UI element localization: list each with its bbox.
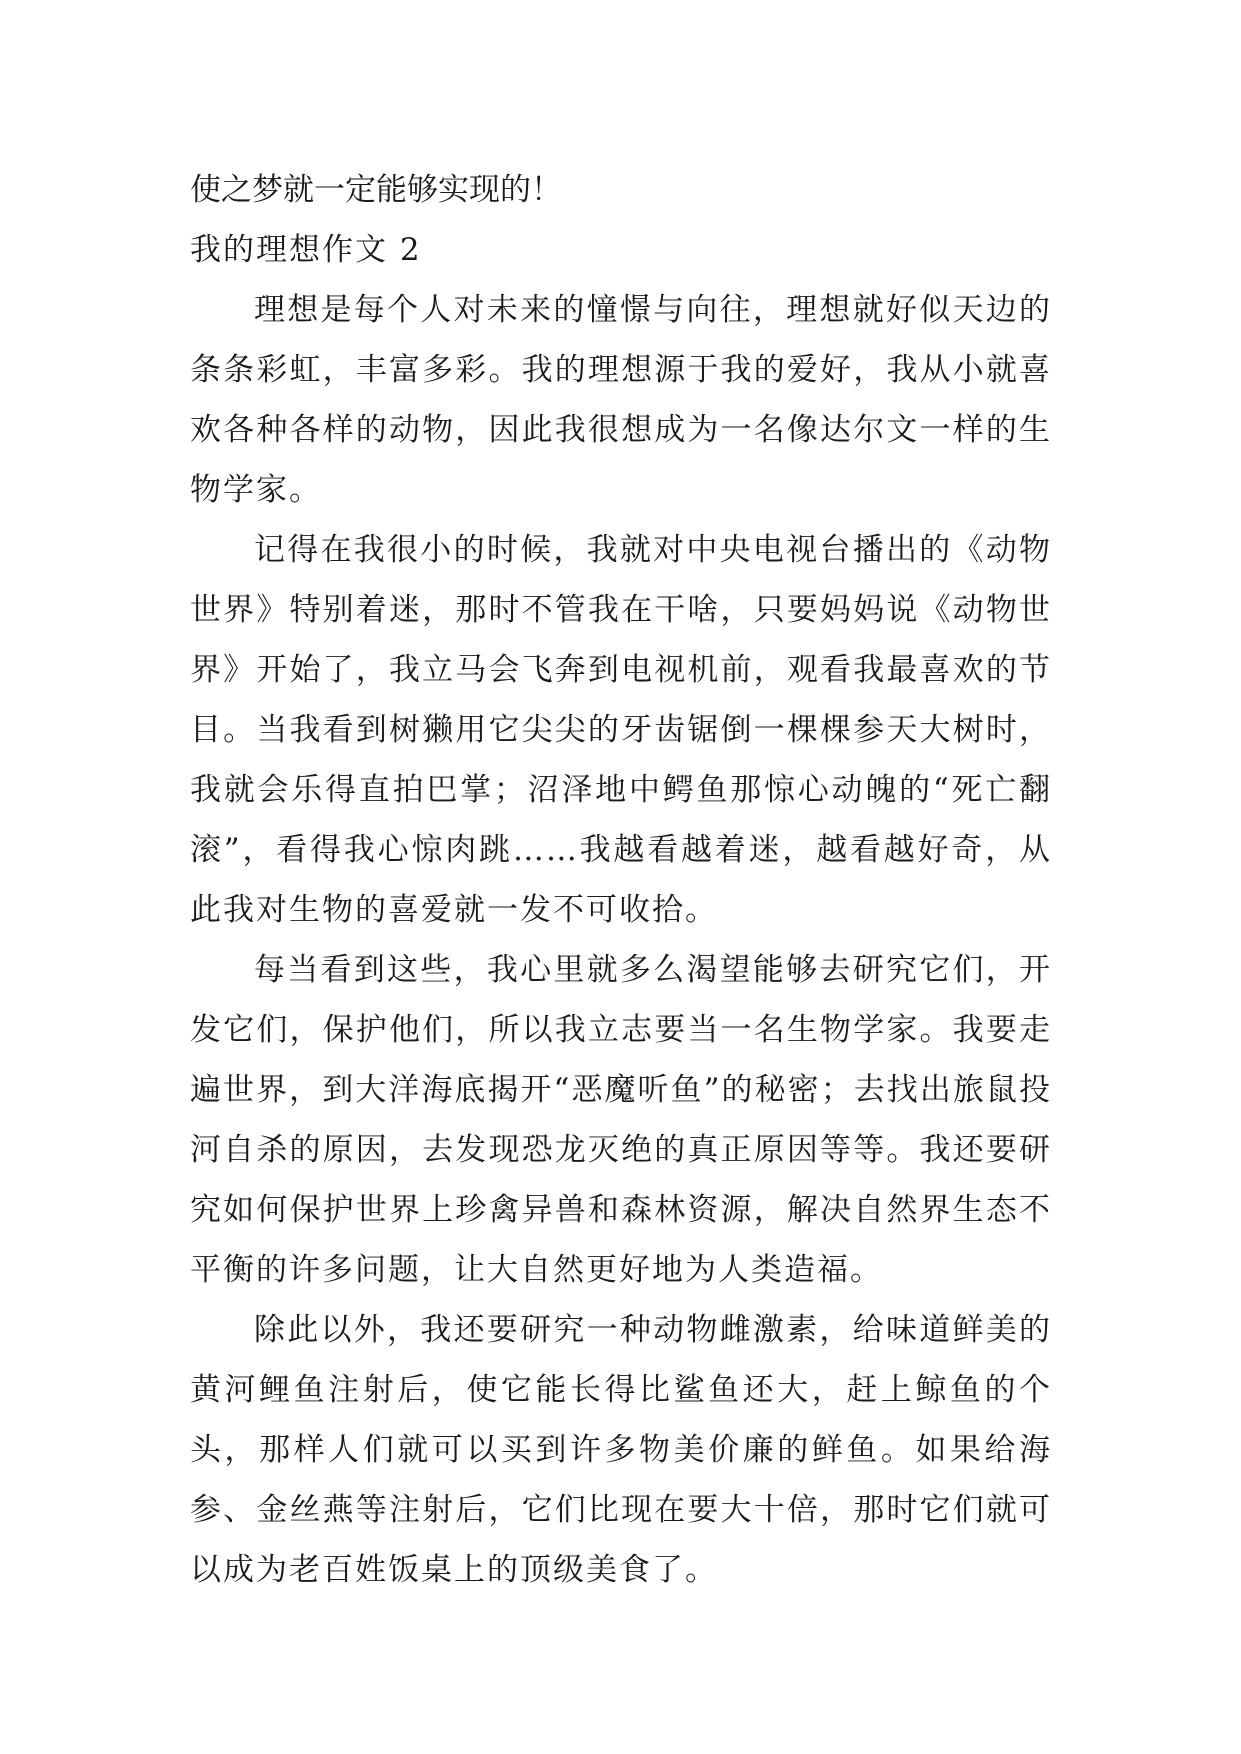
- continuation-line: 使之梦就一定能够实现的！: [190, 172, 562, 208]
- paragraph-3: 每当看到这些，我心里就多么渴望能够去研究它们，开发它们，保护他们，所以我立志要当一名生物学家。我要走遍世界，到大洋海底揭开“恶魔听鱼”的秘密；去找出旅鼠投河自杀的原因，去发现恐龙灭绝的真正原因等等。我还要研究如何保护世界上珍禽异兽和森林资源，解决自然界生态不平衡的许多问题，让大自然更好地为人类造福。: [190, 952, 1052, 1288]
- paragraph-4: 除此以外，我还要研究一种动物雌激素，给味道鲜美的黄河鲤鱼注射后，使它能长得比鲨鱼还大，赶上鲸鱼的个头，那样人们就可以买到许多物美价廉的鲜鱼。如果给海参、金丝燕等注射后，它们比现在要大十倍，那时它们就可以成为老百姓饭桌上的顶级美食了。: [190, 1312, 1052, 1588]
- document-page: [190, 160, 1052, 1600]
- paragraph-2: 记得在我很小的时候，我就对中央电视台播出的《动物世界》特别着迷，那时不管我在干啥，只要妈妈说《动物世界》开始了，我立马会飞奔到电视机前，观看我最喜欢的节目。当我看到树獭用它尖尖的牙齿锯倒一棵棵参天大树时，我就会乐得直拍巴掌；沼泽地中鳄鱼那惊心动魄的“死亡翻滚”，看得我心惊肉跳……我越看越着迷，越看越好奇，从此我对生物的喜爱就一发不可收拾。: [190, 532, 1052, 928]
- paragraph-1: 理想是每个人对未来的憧憬与向往，理想就好似天边的条条彩虹，丰富多彩。我的理想源于我的爱好，我从小就喜欢各种各样的动物，因此我很想成为一名像达尔文一样的生物学家。: [190, 292, 1052, 508]
- essay-heading: 我的理想作文 2: [190, 232, 422, 268]
